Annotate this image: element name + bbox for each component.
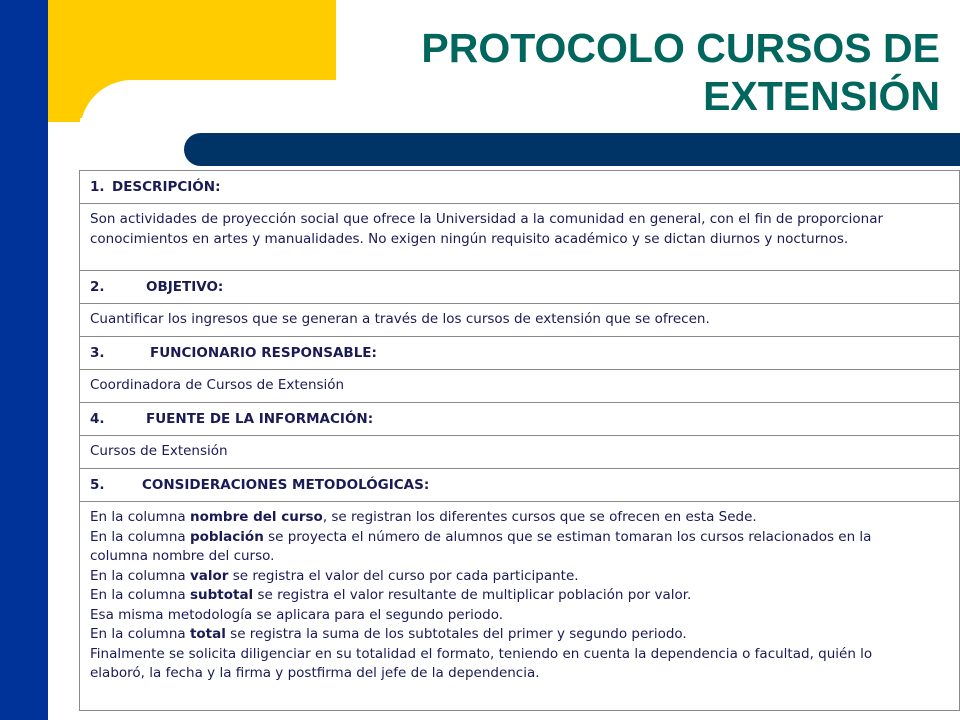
methodology-line: Esa misma metodología se aplicara para el segundo periodo. [90,606,504,623]
section-heading: OBJETIVO: [146,279,224,295]
methodology-line: En la columna subtotal se registra el valor resultante de multiplicar población por valor. [90,587,692,603]
section-3-heading-row [80,337,960,370]
section-number: 5. [90,477,105,493]
section-heading: FUNCIONARIO RESPONSABLE: [150,345,377,361]
methodology-line: columna nombre del curso. [90,548,275,564]
section-2-body-row [80,304,960,337]
methodology-line: En la columna total se registra la suma de los subtotales del primer y segundo periodo. [90,626,687,642]
section-number: 4. [90,411,105,427]
methodology-line: En la columna población se proyecta el número de alumnos que se estiman tomaran los cursos relacionados en la [90,528,872,545]
page-title [340,24,940,120]
section-number: 2. [90,279,105,295]
section-3-body-row [80,370,960,403]
title-line-2: EXTENSIÓN [703,73,940,119]
section-2-heading-row [80,271,960,304]
section-heading: DESCRIPCIÓN: [112,179,221,195]
objective-text: Cuantificar los ingresos que se generan a través de los cursos de extensión que se ofrecen. [90,311,710,327]
section-number: 1. [90,179,105,195]
navy-header-band [184,133,960,166]
section-4-body-row [80,436,960,469]
title-line-1: PROTOCOLO CURSOS DE [421,25,940,71]
description-line: Son actividades de proyección social que ofrece la Universidad a la comunidad en general, con el fin de proporcionar [90,211,884,227]
section-5-body-row [80,502,960,711]
methodology-line: elaboró, la fecha y la firma y postfirma del jefe de la dependencia. [90,665,540,681]
section-5-heading-row [80,469,960,502]
protocol-table [79,170,960,711]
left-blue-bar [0,0,48,720]
methodology-line: En la columna valor se registra el valor del curso por cada participante. [90,567,579,584]
methodology-line: En la columna nombre del curso, se registran los diferentes cursos que se ofrecen en esta Sede. [90,509,757,525]
description-line: conocimientos en artes y manualidades. No exigen ningún requisito académico y se dictan diurnos y nocturnos. [90,230,849,247]
responsible-text: Coordinadora de Cursos de Extensión [90,377,345,393]
section-4-heading-row [80,403,960,436]
section-heading: FUENTE DE LA INFORMACIÓN: [146,411,374,427]
section-1-heading-row [80,171,960,204]
section-number: 3. [90,345,105,361]
section-1-body-row [80,204,960,271]
methodology-line: Finalmente se solicita diligenciar en su totalidad el formato, teniendo en cuenta la dependencia o facultad, quién lo [90,645,873,662]
source-text: Cursos de Extensión [90,443,228,459]
section-heading: CONSIDERACIONES METODOLÓGICAS: [142,477,430,493]
